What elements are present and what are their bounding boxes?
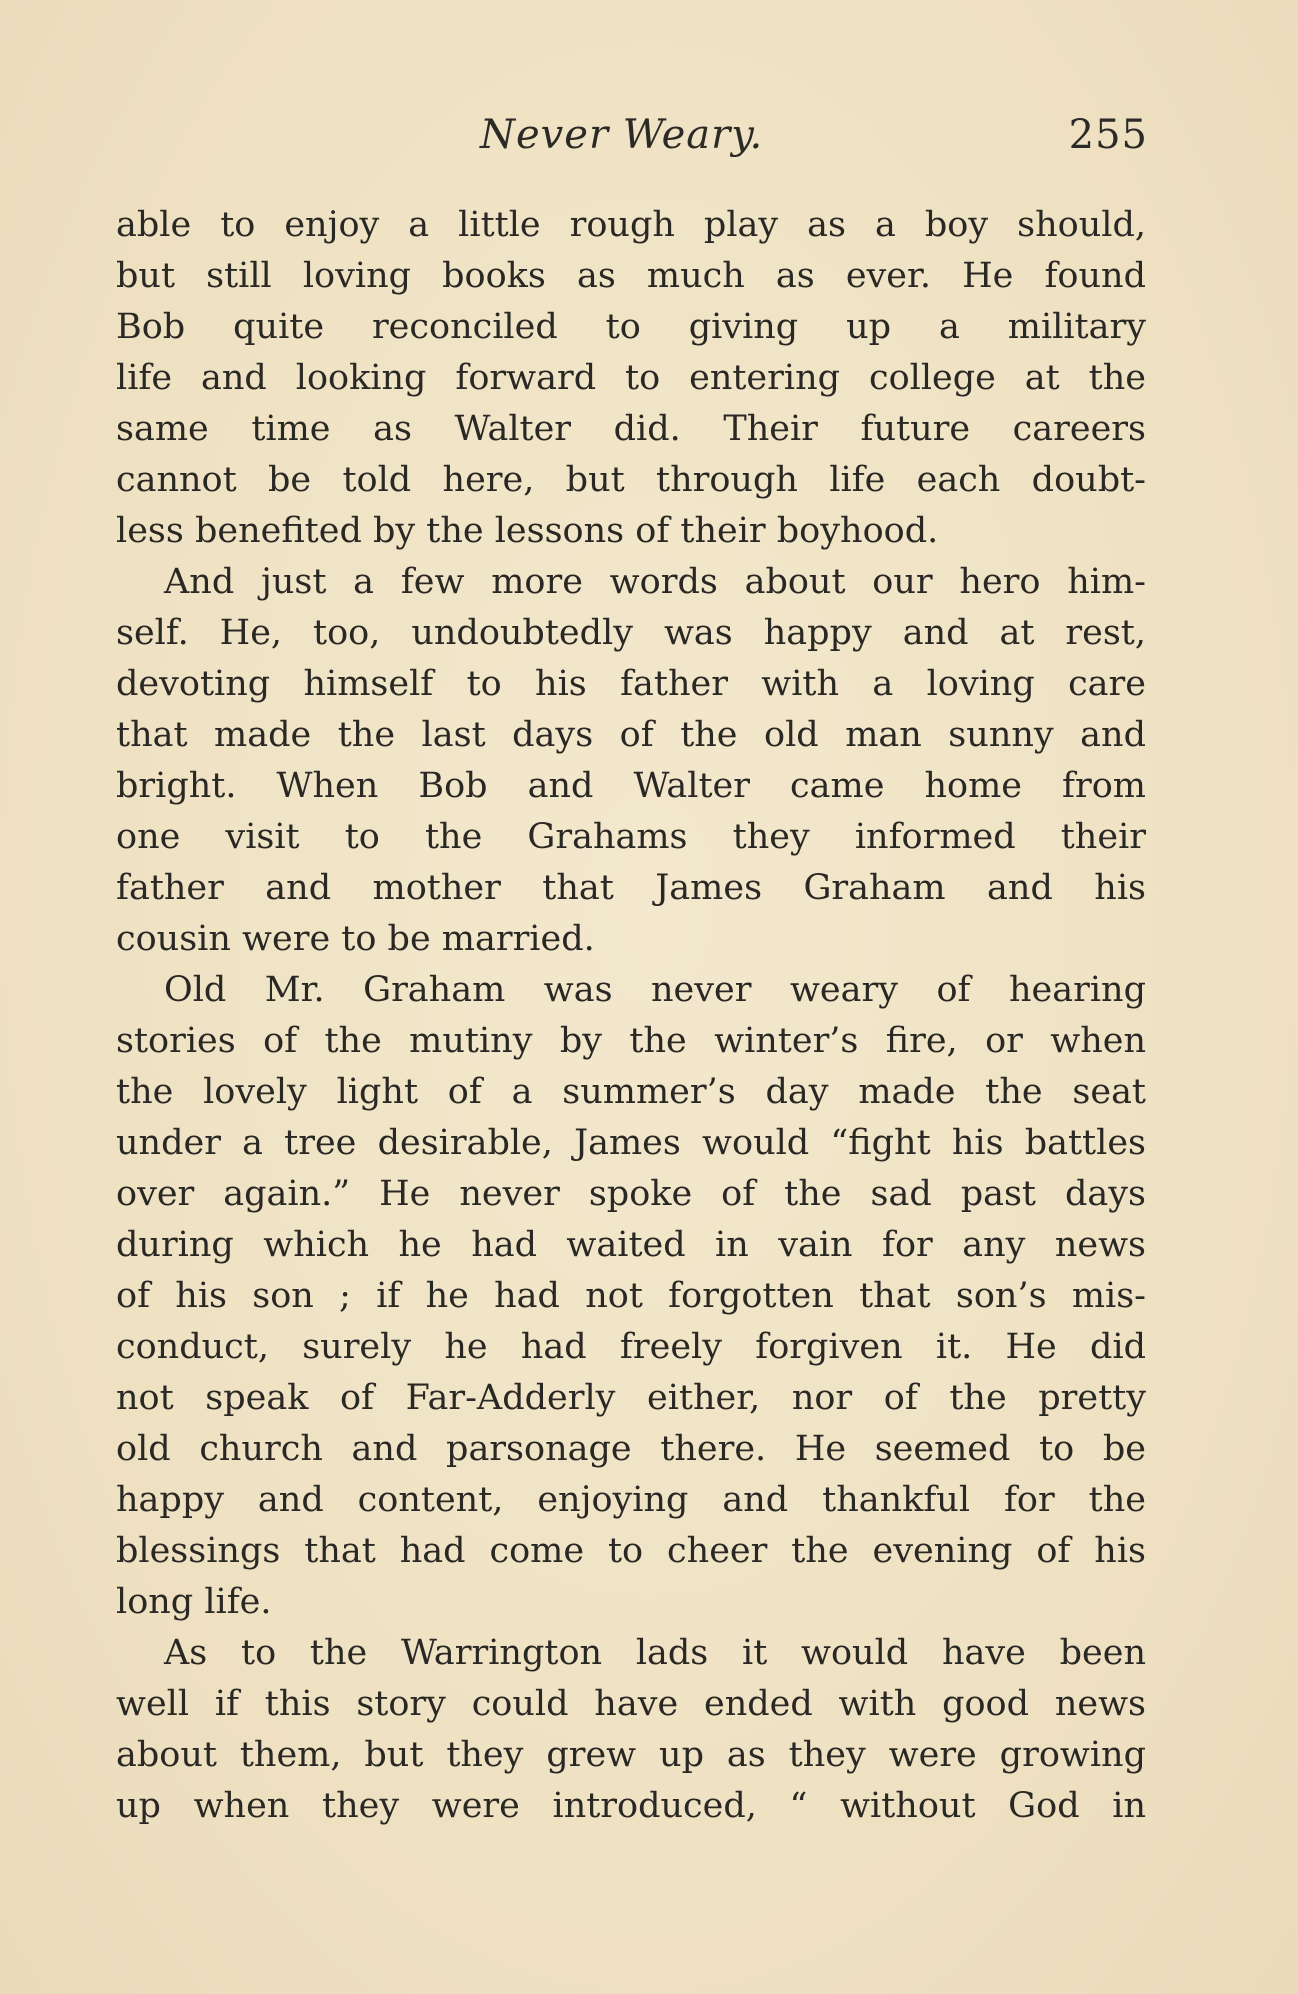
text-line: under a tree desirable, James would “fight his battles (116, 1123, 1146, 1163)
text-line: cannot be told here, but through life each doubt- (116, 460, 1146, 500)
text-line: stories of the mutiny by the winter’s fire, or when (116, 1021, 1146, 1061)
text-line: over again.” He never spoke of the sad past days (116, 1174, 1146, 1214)
text-line: cousin were to be married. (116, 919, 595, 959)
text-line: during which he had waited in vain for any news (116, 1225, 1146, 1265)
text-line: less benefited by the lessons of their boyhood. (116, 511, 939, 551)
text-line: that made the last days of the old man sunny and (116, 715, 1146, 755)
text-line: same time as Walter did. Their future careers (116, 409, 1146, 449)
text-line: conduct, surely he had freely forgiven it. He did (116, 1327, 1146, 1367)
text-line: one visit to the Grahams they informed their (116, 817, 1146, 857)
text-line: long life. (116, 1582, 272, 1622)
text-line: And just a few more words about our hero him- (164, 562, 1146, 602)
body-text (116, 200, 1146, 1832)
text-line: up when they were introduced, “ without God in (116, 1786, 1146, 1826)
text-line: bright. When Bob and Walter came home from (116, 766, 1146, 806)
text-line: father and mother that James Graham and his (116, 868, 1146, 908)
text-line: devoting himself to his father with a loving care (116, 664, 1146, 704)
text-line: not speak of Far-Adderly either, nor of the pretty (116, 1378, 1146, 1418)
text-line: of his son ; if he had not forgotten that son’s mis- (116, 1276, 1146, 1316)
text-line: Bob quite reconciled to giving up a military (116, 307, 1146, 347)
text-line: the lovely light of a summer’s day made the seat (116, 1072, 1146, 1112)
text-line: self. He, too, undoubtedly was happy and at rest, (116, 613, 1146, 653)
text-line: well if this story could have ended with good news (116, 1684, 1146, 1724)
text-line: blessings that had come to cheer the evening of his (116, 1531, 1146, 1571)
text-line: life and looking forward to entering college at the (116, 358, 1146, 398)
text-line: Old Mr. Graham was never weary of hearing (164, 970, 1146, 1010)
text-line: As to the Warrington lads it would have been (164, 1633, 1146, 1673)
page-number: 255 (1068, 112, 1148, 158)
text-line: old church and parsonage there. He seemed to be (116, 1429, 1146, 1469)
text-line: able to enjoy a little rough play as a boy should, (116, 205, 1146, 245)
text-line: about them, but they grew up as they were growing (116, 1735, 1146, 1775)
text-line: but still loving books as much as ever. He found (116, 256, 1146, 296)
running-title: Never Weary. (480, 112, 764, 158)
page-header (110, 112, 1148, 172)
text-line: happy and content, enjoying and thankful for the (116, 1480, 1146, 1520)
